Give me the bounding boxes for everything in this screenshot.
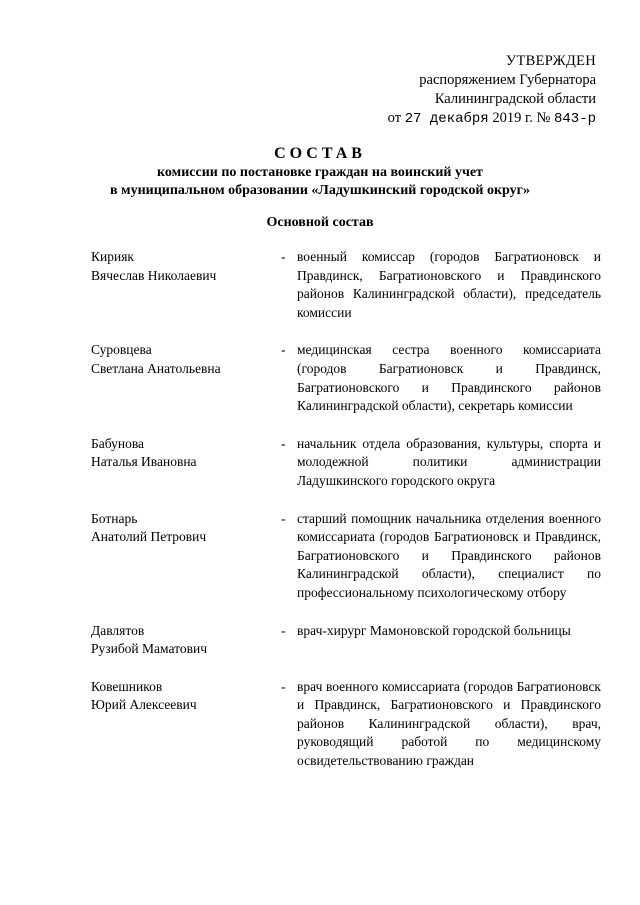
member-given-name: Юрий Алексеевич xyxy=(91,697,197,713)
member-role: врач-хирург Мамоновской городской больницы xyxy=(297,622,571,638)
approval-line-1: распоряжением Губернатора xyxy=(419,72,596,88)
member-name xyxy=(91,678,281,771)
members-list xyxy=(91,248,601,771)
section-title: Основной состав xyxy=(266,215,374,230)
member-surname: Бабунова xyxy=(91,435,145,451)
member-dash: - xyxy=(281,342,286,358)
member-name xyxy=(91,248,281,322)
member-given-name: Вячеслав Николаевич xyxy=(91,267,217,283)
member-given-name: Светлана Анатольевна xyxy=(91,360,221,376)
member-row xyxy=(91,435,601,491)
member-row xyxy=(91,248,601,322)
approval-date-line xyxy=(388,109,596,129)
approval-block xyxy=(388,52,596,129)
date-prefix: от xyxy=(387,110,402,126)
member-surname: Ботнарь xyxy=(91,510,138,526)
member-role: врач военного комиссариата (городов Багратионовск и Правдинск, Багратионовского и Правдинского районов Калининградской области), врач, руководящий работой по медицинскому освидетельствованию граждан xyxy=(297,678,601,769)
member-surname: Ковешников xyxy=(91,678,163,694)
member-surname: Суровцева xyxy=(91,342,152,358)
member-given-name: Наталья Ивановна xyxy=(91,454,197,470)
member-given-name: Рузибой Маматович xyxy=(91,641,207,657)
member-row xyxy=(91,510,601,603)
member-dash: - xyxy=(281,622,286,638)
member-given-name: Анатолий Петрович xyxy=(91,529,207,545)
member-row xyxy=(91,678,601,771)
member-dash: - xyxy=(281,678,286,694)
member-role: военный комиссар (городов Багратионовск и Правдинск, Багратионовского и Правдинского районов Калининградской области), председатель комиссии xyxy=(297,249,601,320)
member-role: старший помощник начальника отделения военного комиссариата (городов Багратионовск и Правдинск, Багратионовского и Правдинского районов Калининградской области), специалист по профессиональному психологическому отбору xyxy=(297,510,601,600)
member-name xyxy=(91,510,281,603)
member-surname: Кирияк xyxy=(91,249,134,264)
document-title: СОСТАВ xyxy=(274,145,366,162)
order-number: 843-р xyxy=(553,111,596,127)
member-row xyxy=(91,341,601,415)
member-dash: - xyxy=(281,510,286,526)
member-dash: - xyxy=(281,435,286,451)
approval-stamp: УТВЕРЖДЕН xyxy=(505,53,596,69)
member-name xyxy=(91,341,281,415)
date-year: 2019 г. № xyxy=(492,110,551,126)
member-role: начальник отдела образования, культуры, спорта и молодежной политики администрации Ладушкинского городского округа xyxy=(297,435,601,488)
document-subtitle-1: комиссии по постановке граждан на воинский учет xyxy=(157,165,483,180)
document-subtitle-2: в муниципальном образовании «Ладушкинский городской округ» xyxy=(110,183,530,198)
member-name xyxy=(91,622,281,659)
member-row xyxy=(91,622,601,659)
member-role: медицинская сестра военного комиссариата (городов Багратионовск и Правдинск, Багратионовского и Правдинского районов Калининградской области), секретарь комиссии xyxy=(297,342,601,414)
member-dash: - xyxy=(281,249,286,264)
member-surname: Давлятов xyxy=(91,622,145,638)
date-handwritten: 27 декабря xyxy=(404,111,489,127)
document-heading xyxy=(0,144,640,200)
approval-line-2: Калининградской области xyxy=(434,91,596,107)
member-name xyxy=(91,435,281,491)
